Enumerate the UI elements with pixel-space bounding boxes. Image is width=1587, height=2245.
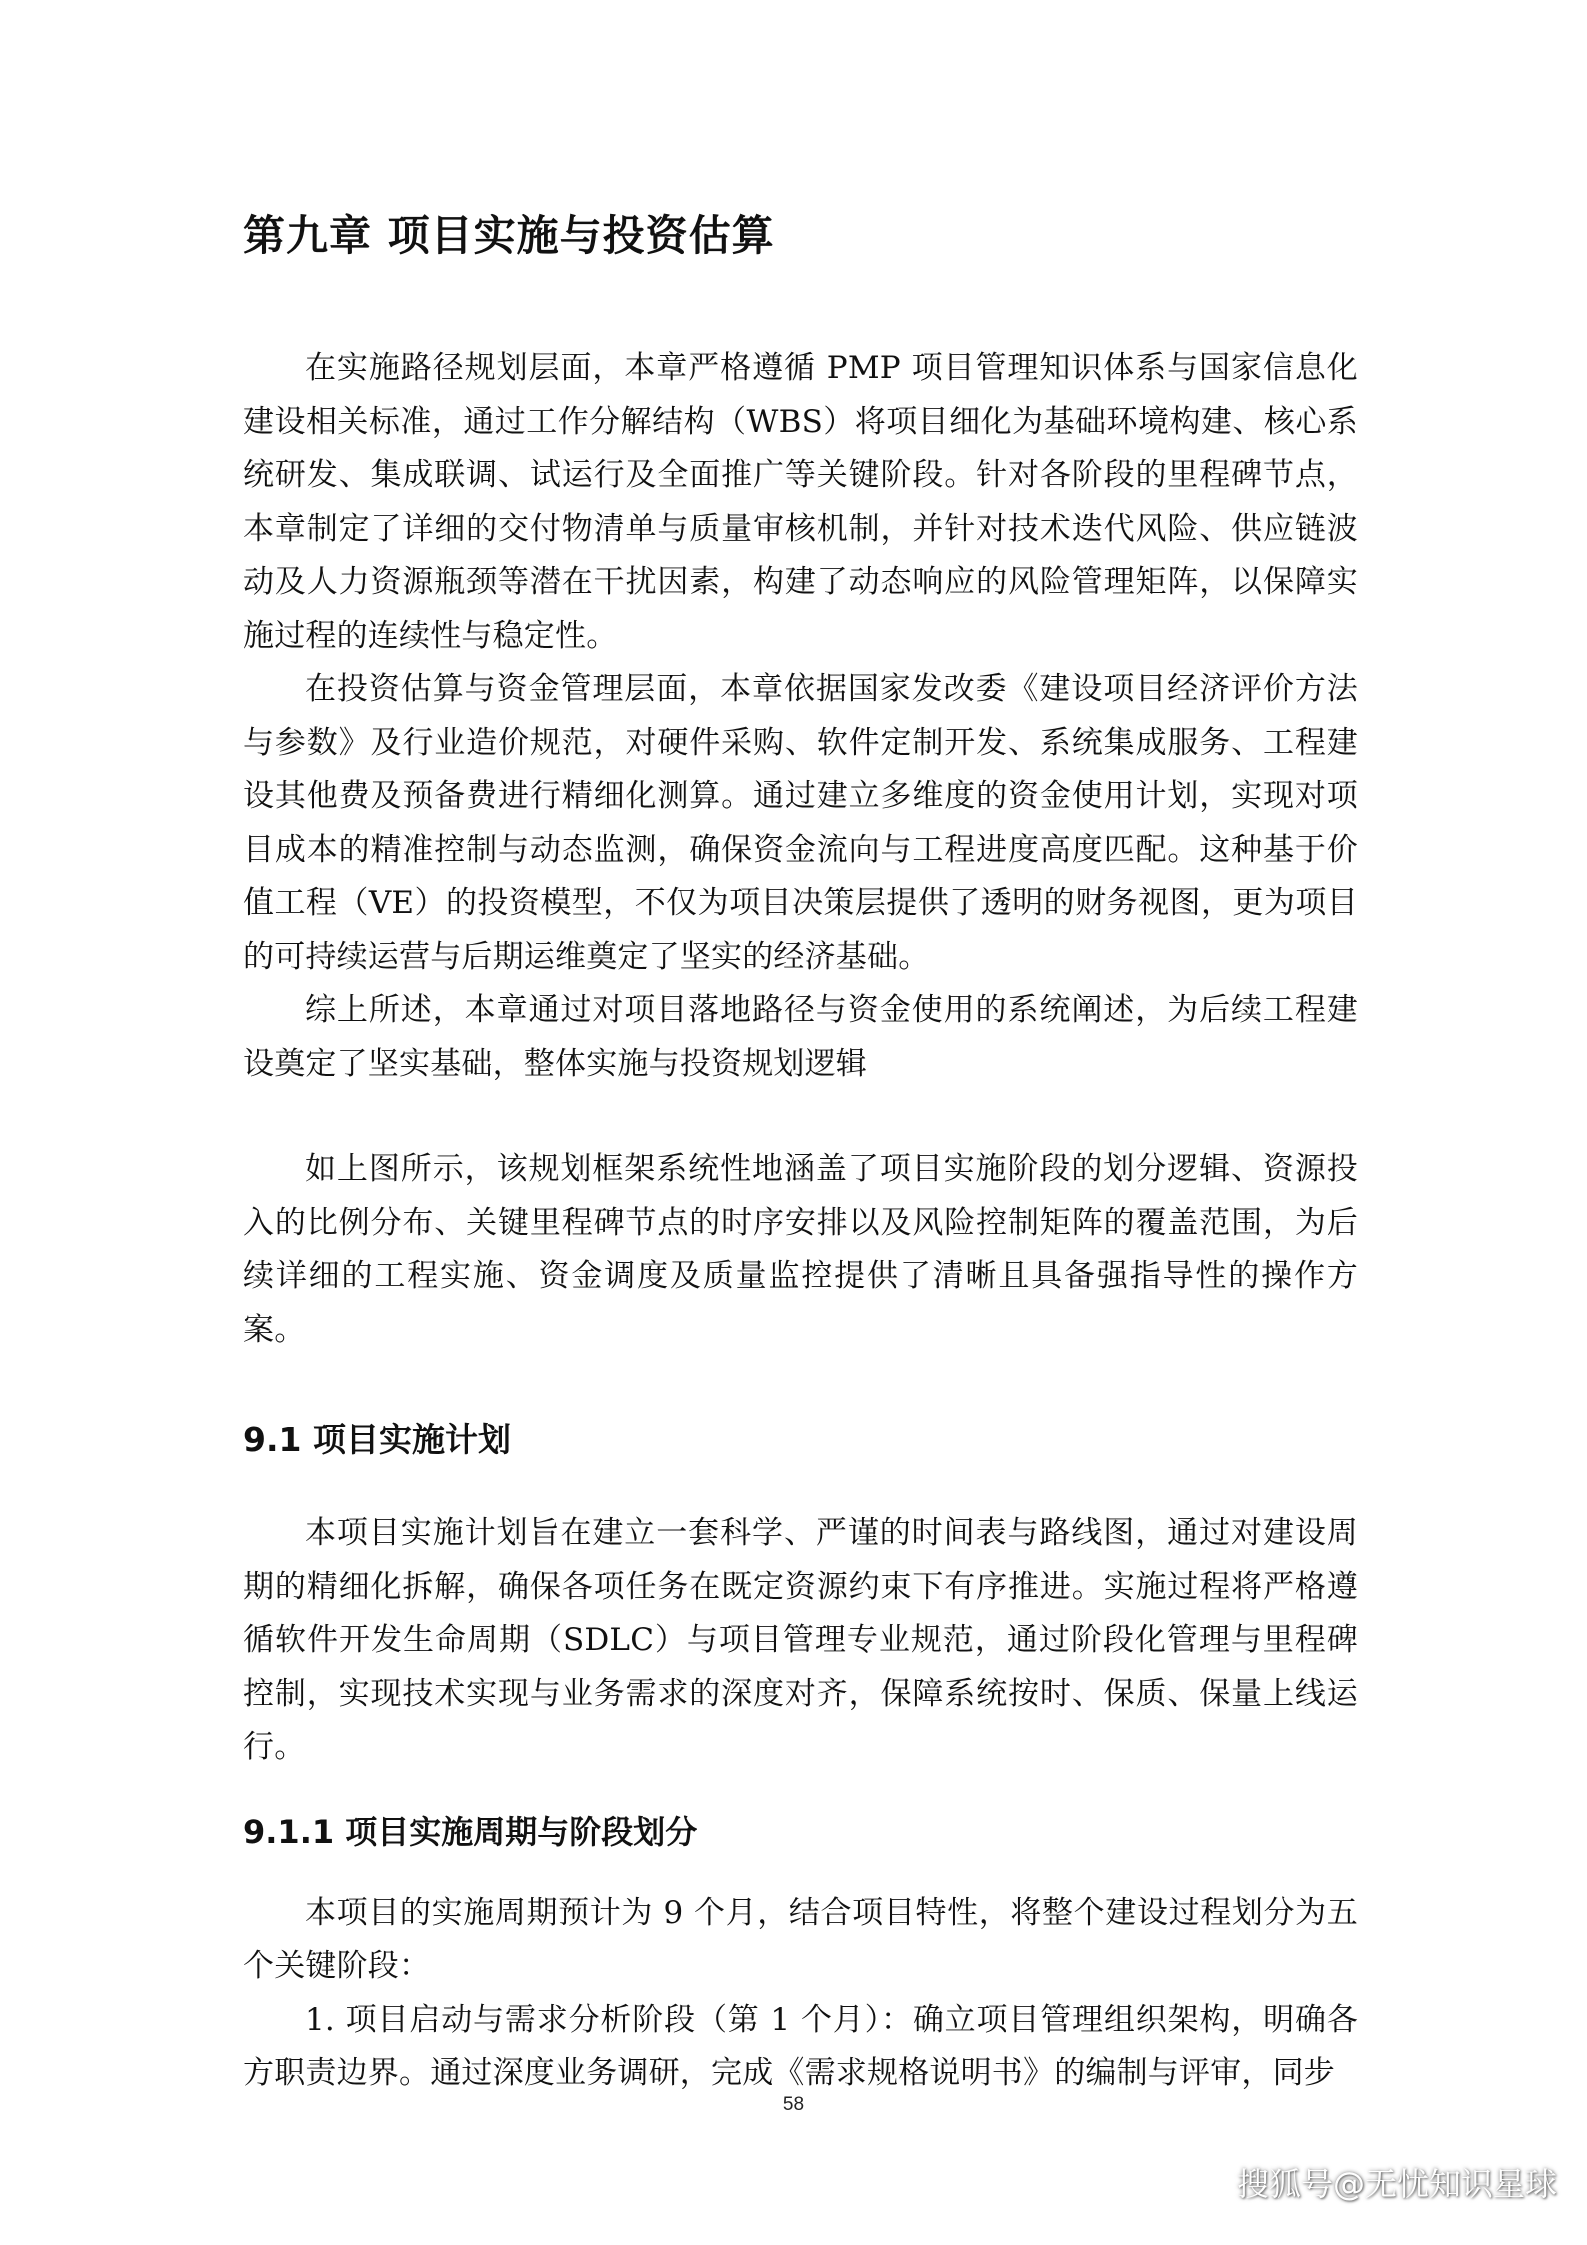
- figure-gap: [243, 1091, 1358, 1143]
- section-9-1-1-title: 9.1.1 项目实施周期与阶段划分: [243, 1812, 698, 1851]
- chapter-title: 第九章 项目实施与投资估算: [243, 211, 775, 260]
- intro-paragraph-2: 在投资估算与资金管理层面，本章依据国家发改委《建设项目经济评价方法与参数》及行业造价规范，对硬件采购、软件定制开发、系统集成服务、工程建设其他费及预备费进行精细化测算。通过建立多维度的资金使用计划，实现对项目成本的精准控制与动态监测，确保资金流向与工程进度高度匹配。这种基于价值工程（VE）的投资模型，不仅为项目决策层提供了透明的财务视图，更为项目的可持续运营与后期运维奠定了坚实的经济基础。: [243, 671, 1358, 975]
- section-9-1-1-paragraph: 本项目的实施周期预计为 9 个月，结合项目特性，将整个建设过程划分为五个关键阶段：: [243, 1894, 1358, 1984]
- list-item-1: 1. 项目启动与需求分析阶段（第 1 个月）：确立项目管理组织架构，明确各方职责边界。通过深度业务调研，完成《需求规格说明书》的编制与评审，同步: [243, 2001, 1358, 2091]
- section-9-1-paragraph: 本项目实施计划旨在建立一套科学、严谨的时间表与路线图，通过对建设周期的精细化拆解，确保各项任务在既定资源约束下有序推进。实施过程将严格遵循软件开发生命周期（SDLC）与项目管理专业规范，通过阶段化管理与里程碑控制，实现技术实现与业务需求的深度对齐，保障系统按时、保质、保量上线运行。: [243, 1515, 1358, 1765]
- intro-paragraph-1: 在实施路径规划层面，本章严格遵循 PMP 项目管理知识体系与国家信息化建设相关标准，通过工作分解结构（WBS）将项目细化为基础环境构建、核心系统研发、集成联调、试运行及全面推广等关键阶段。针对各阶段的里程碑节点，本章制定了详细的交付物清单与质量审核机制，并针对技术迭代风险、供应链波动及人力资源瓶颈等潜在干扰因素，构建了动态响应的风险管理矩阵，以保障实施过程的连续性与稳定性。: [243, 350, 1358, 654]
- watermark: 搜狐号@无忧知识星球: [1236, 2165, 1557, 2203]
- section-9-1-title: 9.1 项目实施计划: [243, 1420, 511, 1459]
- page-number: 58: [782, 2094, 805, 2115]
- intro-paragraph-3: 综上所述，本章通过对项目落地路径与资金使用的系统阐述，为后续工程建设奠定了坚实基础，整体实施与投资规划逻辑: [243, 992, 1358, 1082]
- figure-note-paragraph: 如上图所示，该规划框架系统性地涵盖了项目实施阶段的划分逻辑、资源投入的比例分布、关键里程碑节点的时序安排以及风险控制矩阵的覆盖范围，为后续详细的工程实施、资金调度及质量监控提供了清晰且具备强指导性的操作方案。: [243, 1151, 1358, 1348]
- page-content: [243, 200, 1358, 2101]
